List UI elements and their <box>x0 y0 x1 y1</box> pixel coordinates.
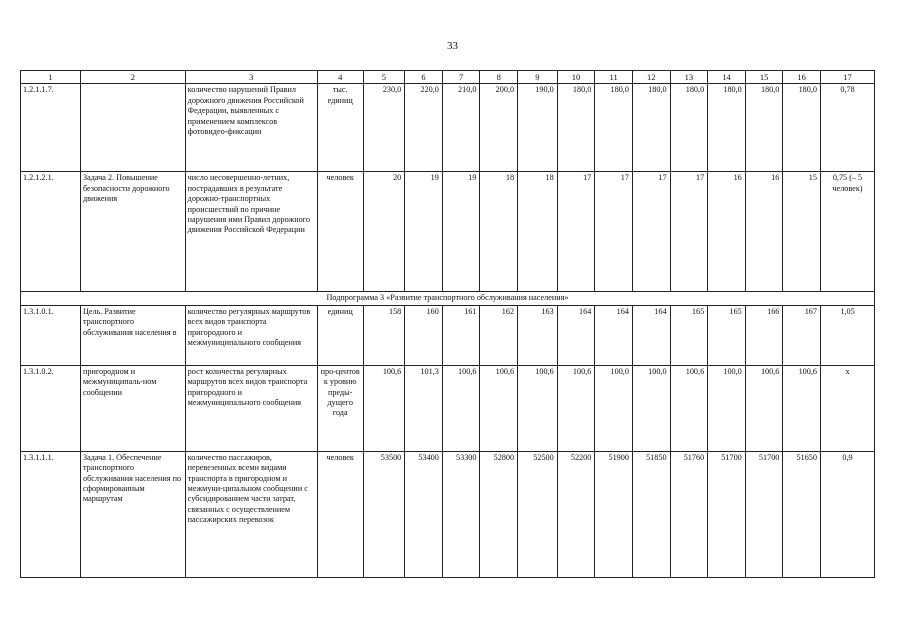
table-cell: 20 <box>363 172 405 292</box>
table-cell: 18 <box>518 172 558 292</box>
table-cell: 17 <box>670 172 708 292</box>
table-cell: 51700 <box>708 451 746 577</box>
table-cell: 18 <box>480 172 518 292</box>
column-header: 7 <box>442 71 480 84</box>
table-cell: 0,78 <box>820 84 874 172</box>
table-cell: 100,6 <box>518 365 558 451</box>
table-row <box>21 305 875 365</box>
table-row <box>21 451 875 577</box>
page-number: 33 <box>447 40 458 52</box>
column-header: 5 <box>363 71 405 84</box>
table-row <box>21 365 875 451</box>
column-header: 2 <box>80 71 185 84</box>
table-cell: Цель. Развитие транспортного обслуживания населения в <box>80 305 185 365</box>
table-cell: х <box>820 365 874 451</box>
table-cell: 100,6 <box>363 365 405 451</box>
table-cell: 17 <box>557 172 595 292</box>
table-cell: 52500 <box>518 451 558 577</box>
table-cell: 165 <box>670 305 708 365</box>
table-cell: 161 <box>442 305 480 365</box>
column-number-row <box>21 71 875 84</box>
table-cell: 17 <box>595 172 633 292</box>
table-cell: 164 <box>557 305 595 365</box>
table-cell: 180,0 <box>745 84 783 172</box>
table-cell: 163 <box>518 305 558 365</box>
table-cell: 100,0 <box>632 365 670 451</box>
table-cell: 51760 <box>670 451 708 577</box>
table-cell: 53300 <box>442 451 480 577</box>
table-cell: 51850 <box>632 451 670 577</box>
column-header: 4 <box>317 71 363 84</box>
table-cell: 180,0 <box>557 84 595 172</box>
table-cell: 1.3.1.0.2. <box>21 365 81 451</box>
table-cell: количество пассажиров, перевезенных всеми видами транспорта в пригородном и межмуни-ципальном сообщении с субсидированием части затрат, связанных с осуществлением пассажирских перевозок <box>185 451 317 577</box>
subprogram-row <box>21 292 875 305</box>
table-cell: 17 <box>632 172 670 292</box>
table-cell: 19 <box>442 172 480 292</box>
table-cell: Задача 1. Обеспечение транспортного обслуживания населения по сформированным маршрутам <box>80 451 185 577</box>
table-cell: человек <box>317 172 363 292</box>
table-cell: 100,6 <box>745 365 783 451</box>
column-header: 17 <box>820 71 874 84</box>
column-header: 13 <box>670 71 708 84</box>
table-cell: 100,6 <box>557 365 595 451</box>
table-cell: 100,0 <box>595 365 633 451</box>
table-cell: тыс. единиц <box>317 84 363 172</box>
table-cell: 100,6 <box>670 365 708 451</box>
table-cell: 1.3.1.0.1. <box>21 305 81 365</box>
column-header: 14 <box>708 71 746 84</box>
table-row <box>21 84 875 172</box>
column-header: 8 <box>480 71 518 84</box>
table-cell: про-центов к уровню преды-дущего года <box>317 365 363 451</box>
table-cell: 164 <box>595 305 633 365</box>
table-cell: 180,0 <box>632 84 670 172</box>
table-cell: 100,0 <box>708 365 746 451</box>
column-header: 1 <box>21 71 81 84</box>
table-cell: 180,0 <box>670 84 708 172</box>
table-cell: 1.3.1.1.1. <box>21 451 81 577</box>
table-cell: 100,6 <box>442 365 480 451</box>
column-header: 10 <box>557 71 595 84</box>
column-header: 16 <box>783 71 821 84</box>
table-cell: 16 <box>708 172 746 292</box>
table-cell: 100,6 <box>783 365 821 451</box>
column-header: 12 <box>632 71 670 84</box>
table-cell: 180,0 <box>595 84 633 172</box>
column-header: 6 <box>405 71 443 84</box>
table-cell: 162 <box>480 305 518 365</box>
table-cell: 101,3 <box>405 365 443 451</box>
column-header: 9 <box>518 71 558 84</box>
table-cell: пригородном и межмуниципаль-ном сообщении <box>80 365 185 451</box>
table-cell: 15 <box>783 172 821 292</box>
table-cell: 19 <box>405 172 443 292</box>
table-cell: число несовершенно-летних, пострадавших в результате дорожно-транспортных происшествий по причине нарушения ими Правил дорожного движения Российской Федерации <box>185 172 317 292</box>
table-cell: количество регулярных маршрутов всех видов транспорта пригородного и межмуниципального сообщения <box>185 305 317 365</box>
table-cell: 180,0 <box>708 84 746 172</box>
table-cell: 180,0 <box>783 84 821 172</box>
table-cell: 160 <box>405 305 443 365</box>
table-cell: 165 <box>708 305 746 365</box>
table-cell: человек <box>317 451 363 577</box>
table-cell: 1.2.1.2.1. <box>21 172 81 292</box>
column-header: 15 <box>745 71 783 84</box>
table-row <box>21 172 875 292</box>
table-cell: 1.2.1.1.7. <box>21 84 81 172</box>
table-cell: 210,0 <box>442 84 480 172</box>
table-cell: рост количества регулярных маршрутов всех видов транспорта пригородного и межмуниципального сообщения <box>185 365 317 451</box>
table-cell: 200,0 <box>480 84 518 172</box>
column-header: 11 <box>595 71 633 84</box>
subprogram-title: Подпрограмма 3 «Развитие транспортного обслуживания населения» <box>21 292 875 305</box>
table-cell: 0,75 (– 5 человек) <box>820 172 874 292</box>
table-cell: 53500 <box>363 451 405 577</box>
table-cell: 167 <box>783 305 821 365</box>
table-cell: 53400 <box>405 451 443 577</box>
table-cell <box>80 84 185 172</box>
table-cell: 51700 <box>745 451 783 577</box>
table-cell: 51650 <box>783 451 821 577</box>
column-header: 3 <box>185 71 317 84</box>
table-cell: количество нарушений Правил дорожного движения Российской Федерации, выявленных с применением комплексов фотовидео-фиксации <box>185 84 317 172</box>
table-cell: 166 <box>745 305 783 365</box>
table-cell: 100,6 <box>480 365 518 451</box>
table-cell: 16 <box>745 172 783 292</box>
table-cell: единиц <box>317 305 363 365</box>
table-cell: 220,0 <box>405 84 443 172</box>
table-cell: 51900 <box>595 451 633 577</box>
table-cell: 0,9 <box>820 451 874 577</box>
table-cell: 52800 <box>480 451 518 577</box>
table-cell: 190,0 <box>518 84 558 172</box>
table-cell: 230,0 <box>363 84 405 172</box>
table-cell: Задача 2. Повышение безопасности дорожного движения <box>80 172 185 292</box>
indicators-table <box>20 70 875 578</box>
table-cell: 52200 <box>557 451 595 577</box>
table-cell: 164 <box>632 305 670 365</box>
table-cell: 158 <box>363 305 405 365</box>
table-cell: 1,05 <box>820 305 874 365</box>
